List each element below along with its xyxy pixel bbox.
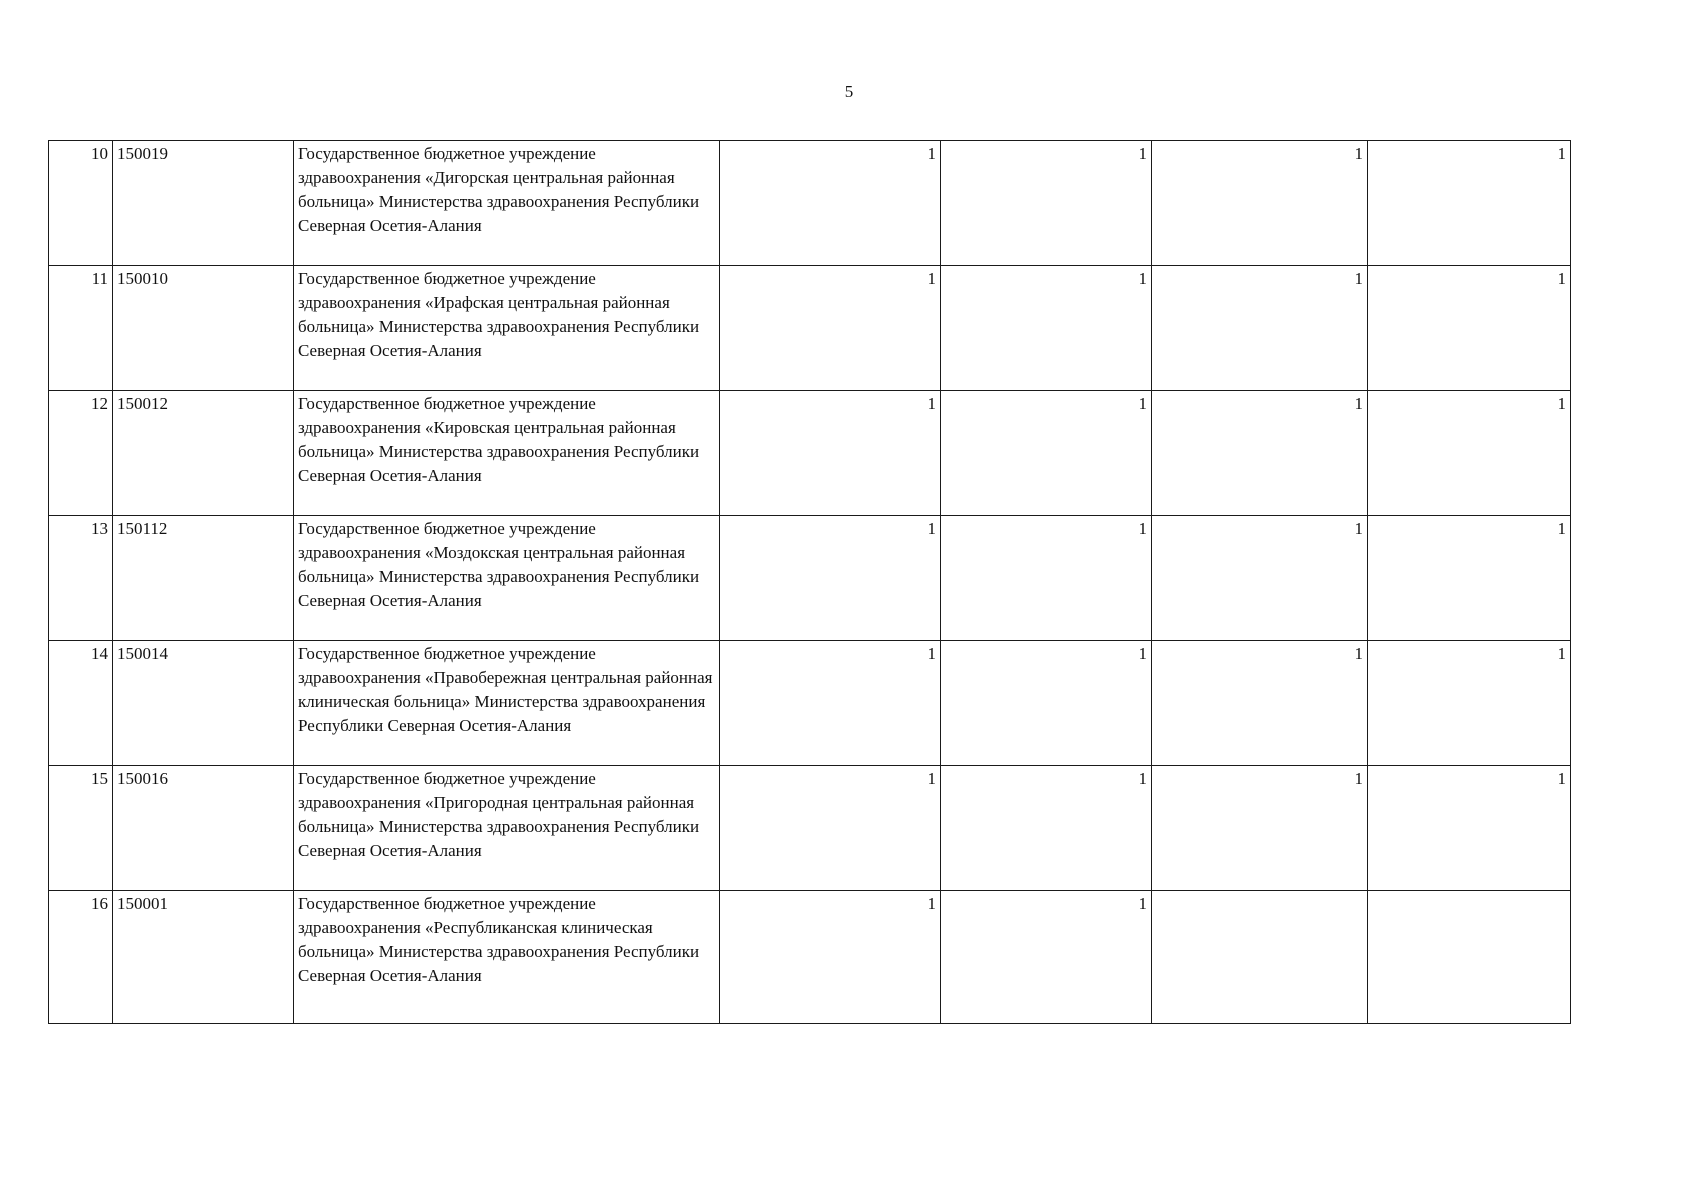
page-number: 5 bbox=[844, 82, 854, 101]
value-cell-3: 1 bbox=[1152, 266, 1368, 391]
row-number: 16 bbox=[49, 891, 113, 1024]
institution-code: 150016 bbox=[113, 766, 294, 891]
row-number: 10 bbox=[49, 141, 113, 266]
institution-code: 150112 bbox=[113, 516, 294, 641]
value-cell-2: 1 bbox=[941, 641, 1152, 766]
value-cell-2: 1 bbox=[941, 766, 1152, 891]
value-cell-4: 1 bbox=[1368, 641, 1571, 766]
row-number: 15 bbox=[49, 766, 113, 891]
value-cell-3: 1 bbox=[1152, 141, 1368, 266]
value-cell-3: 1 bbox=[1152, 391, 1368, 516]
value-cell-1: 1 bbox=[720, 266, 941, 391]
institution-name: Государственное бюджетное учреждение здравоохранения «Кировская центральная районная больница» Министерства здравоохранения Республики Северная Осетия-Алания bbox=[294, 391, 720, 516]
value-cell-1: 1 bbox=[720, 516, 941, 641]
value-cell-1: 1 bbox=[720, 891, 941, 1024]
row-number: 13 bbox=[49, 516, 113, 641]
table-row bbox=[49, 891, 1571, 1024]
value-cell-3: 1 bbox=[1152, 766, 1368, 891]
value-cell-2: 1 bbox=[941, 516, 1152, 641]
table-row bbox=[49, 266, 1571, 391]
value-cell-1: 1 bbox=[720, 766, 941, 891]
institution-code: 150014 bbox=[113, 641, 294, 766]
institution-code: 150001 bbox=[113, 891, 294, 1024]
value-cell-1: 1 bbox=[720, 141, 941, 266]
table-row bbox=[49, 391, 1571, 516]
value-cell-3 bbox=[1152, 891, 1368, 1024]
row-number: 12 bbox=[49, 391, 113, 516]
value-cell-3: 1 bbox=[1152, 641, 1368, 766]
institution-name: Государственное бюджетное учреждение здравоохранения «Республиканская клиническая больница» Министерства здравоохранения Республики Северная Осетия-Алания bbox=[294, 891, 720, 1024]
institution-code: 150019 bbox=[113, 141, 294, 266]
institution-name: Государственное бюджетное учреждение здравоохранения «Ирафская центральная районная больница» Министерства здравоохранения Республики Северная Осетия-Алания bbox=[294, 266, 720, 391]
value-cell-4 bbox=[1368, 891, 1571, 1024]
row-number: 11 bbox=[49, 266, 113, 391]
value-cell-4: 1 bbox=[1368, 266, 1571, 391]
value-cell-2: 1 bbox=[941, 141, 1152, 266]
table-row bbox=[49, 516, 1571, 641]
value-cell-4: 1 bbox=[1368, 766, 1571, 891]
value-cell-2: 1 bbox=[941, 266, 1152, 391]
value-cell-1: 1 bbox=[720, 391, 941, 516]
row-number: 14 bbox=[49, 641, 113, 766]
institution-name: Государственное бюджетное учреждение здравоохранения «Правобережная центральная районная клиническая больница» Министерства здравоохранения Республики Северная Осетия-Алания bbox=[294, 641, 720, 766]
institutions-table bbox=[48, 140, 1571, 1024]
value-cell-4: 1 bbox=[1368, 141, 1571, 266]
institution-name: Государственное бюджетное учреждение здравоохранения «Моздокская центральная районная больница» Министерства здравоохранения Республики Северная Осетия-Алания bbox=[294, 516, 720, 641]
value-cell-2: 1 bbox=[941, 891, 1152, 1024]
value-cell-4: 1 bbox=[1368, 391, 1571, 516]
table-row bbox=[49, 641, 1571, 766]
institution-code: 150010 bbox=[113, 266, 294, 391]
institution-code: 150012 bbox=[113, 391, 294, 516]
table-row bbox=[49, 141, 1571, 266]
value-cell-4: 1 bbox=[1368, 516, 1571, 641]
value-cell-3: 1 bbox=[1152, 516, 1368, 641]
value-cell-2: 1 bbox=[941, 391, 1152, 516]
institution-name: Государственное бюджетное учреждение здравоохранения «Пригородная центральная районная больница» Министерства здравоохранения Республики Северная Осетия-Алания bbox=[294, 766, 720, 891]
institution-name: Государственное бюджетное учреждение здравоохранения «Дигорская центральная районная больница» Министерства здравоохранения Республики Северная Осетия-Алания bbox=[294, 141, 720, 266]
table-row bbox=[49, 766, 1571, 891]
value-cell-1: 1 bbox=[720, 641, 941, 766]
